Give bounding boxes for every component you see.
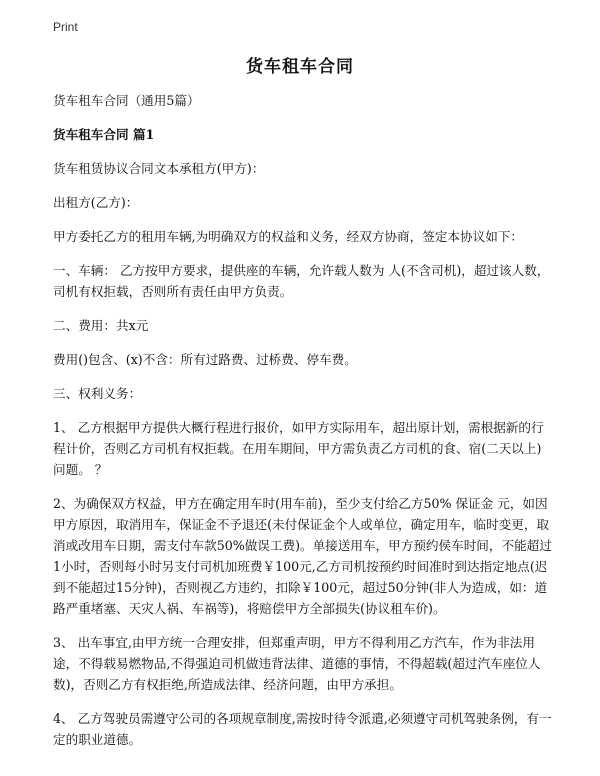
paragraph: 二、费用：共x元	[53, 318, 149, 333]
paragraph: 出租方(乙方)：	[53, 195, 139, 210]
paragraph: 一、车辆： 乙方按甲方要求，提供座的车辆，允许载人数为 人(不含司机)，超过该人数，司机有权拒载，否则所有责任由甲方负责。	[53, 263, 550, 299]
doc-subtitle: 货车租车合同（通用5篇）	[53, 93, 200, 108]
paragraph: 3、 出车事宜,由甲方统一合理安排，但郑重声明，甲方不得利用乙方汽车，作为非法用途，不得载易燃物品,不得强迫司机做违背法律、道德的事情，不得超载(超过汽车座位人数)，否则乙方有权拒绝,所造成法律、经济问题，由甲方承担。	[53, 635, 541, 692]
paragraph: 2、为确保双方权益，甲方在确定用车时(用车前)，至少支付给乙方50% 保证金 元，如因甲方原因，取消用车，保证金不予退还(未付保证金个人或单位，确定用车，临时变更，取消或改用车日期，需支付车款50%做误工费)。单接送用车，甲方预约侯车时间，不能超过1小时，否则每小时另支付司机加班费￥100元,乙方司机按预约时间准时到达指定地点(迟到不能超过15分钟)，否则视乙方违约，扣除￥100元，超过50分钟(非人为造成，如：道路严重堵塞、天灾人祸、车祸等)，将赔偿甲方全部损失(协议租车价)。	[53, 496, 552, 616]
section-heading: 货车租车合同 篇1	[53, 127, 155, 142]
paragraph: 货车租赁协议合同文本承租方(甲方)：	[53, 161, 265, 176]
document-title: 货车租车合同	[246, 57, 354, 77]
paragraph: 甲方委托乙方的租用车辆,为明确双方的权益和义务，经双方协商，签定本协议如下：	[53, 229, 523, 244]
paragraph: 三、权利义务：	[53, 386, 142, 401]
paragraph: 费用()包含、(x)不含：所有过路费、过桥费、停车费。	[53, 352, 357, 367]
document-body	[53, 90, 553, 763]
print-link[interactable]: Print	[53, 20, 78, 34]
paragraph: 1、 乙方根据甲方提供大概行程进行报价，如甲方实际用车，超出原计划，需根据新的行程计价，否则乙方司机有权拒载。在用车期间，甲方需负责乙方司机的食、宿(二天以上)问题。 ？	[53, 420, 544, 477]
paragraph: 4、 乙方驾驶员需遵守公司的各项规章制度,需按时待令派遣,必须遵守司机驾驶条例，有一定的职业道德。	[53, 711, 552, 747]
